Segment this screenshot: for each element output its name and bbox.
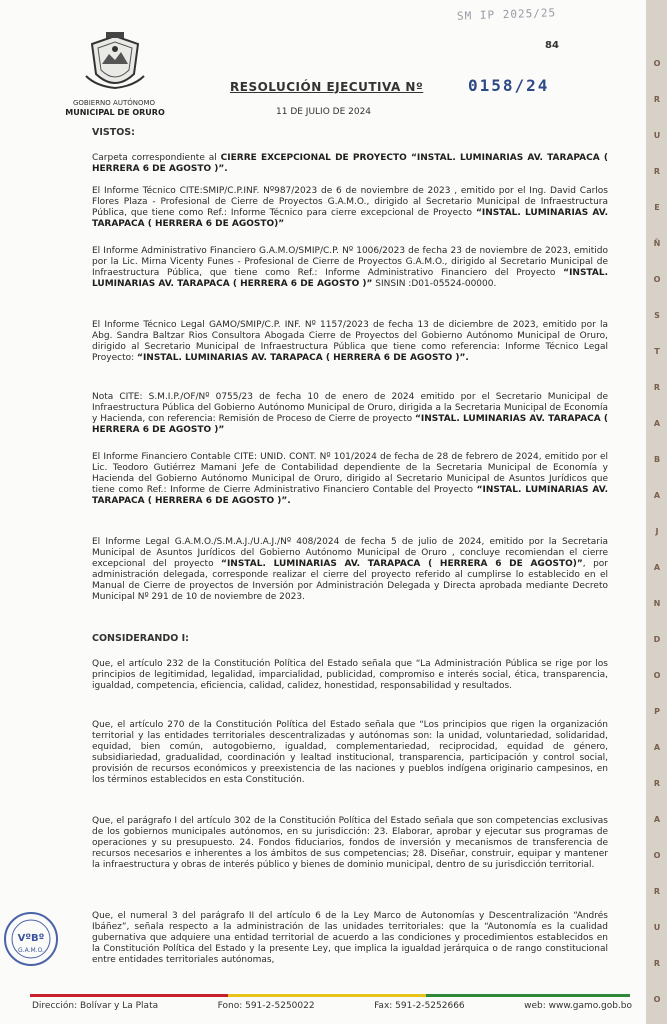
sidebar-letter: O [653, 59, 661, 68]
vistos-paragraph: El Informe Administrativo Financiero G.A.M.O/SMIP/C.P. Nº 1006/2023 de fecha 23 de noviembre de 2023, emitido por la Lic. Mirna Vicenty Funes - Profesional de Cierre de Proyectos G.A.M.O., dirigido al Secretario Municipal de Infraestructura Pública, que tiene como Ref.: Informe Administrativo Financiero del Proyecto “INSTAL. LUMINARIAS AV. TARAPACA ( HERRERA 6 DE AGOSTO )” SINSIN :D01-05524-00000. [92, 246, 608, 289]
sidebar-letter: N [653, 599, 661, 608]
footer [32, 1001, 632, 1011]
sidebar-letter: A [653, 743, 661, 752]
stamp-text: VºBº [17, 933, 45, 944]
stamp-subtext: G.A.M.O. [18, 947, 44, 954]
considerando-paragraph: Que, el artículo 270 de la Constitución Política del Estado señala que “Los principios que rigen la organización territorial y las entidades territoriales descentralizadas y autónomas son: la unidad, voluntariedad, solidaridad, equidad, bien común, autogobierno, igualdad, complementariedad, reciprocidad, equidad de género, subsidiariedad, gradualidad, coordinación y lealtad institucional, transparencia, participación y control social, provisión de recursos económicos y preexistencia de las naciones y pueblos indígena originario campesinos, en los términos establecidos en esta Constitución. [92, 720, 608, 785]
vistos-paragraph: El Informe Técnico Legal GAMO/SMIP/C.P. INF. Nº 1157/2023 de fecha 13 de diciembre de 2023, emitido por la Abg. Sandra Baltzar Rios Consultora Abogada Cierre de Proyectos del Gobierno Autónomo Municipal de Oruro, dirigido al Secretario Municipal de Infraestructura Pública que tiene como referencia: Informe Técnico Legal Proyecto: “INSTAL. LUMINARIAS AV. TARAPACA ( HERRERA 6 DE AGOSTO )”. [92, 320, 608, 363]
footer-fax: Fax: 591-2-5252666 [374, 1001, 465, 1011]
sidebar-letter: O [653, 851, 661, 860]
sidebar-letter: S [654, 311, 660, 320]
sidebar-letter: R [653, 167, 661, 176]
motto-sidebar-text [650, 60, 664, 1004]
sidebar-letter: O [653, 995, 661, 1004]
considerando-paragraph: Que, el numeral 3 del parágrafo II del artículo 6 de la Ley Marco de Autonomías y Descentralización “Andrés Ibáñez”, señala respecto a la administración de las unidades territoriales: que la “Autonomía es la cualidad gubernativa que adquiere una entidad territorial de acuerdo a las condiciones y procedimientos establecidos en la Constitución Política del Estado y la presente Ley, que implica la igualdad jerárquica o de rango constitucional entre entidades territoriales autónomas, [92, 911, 608, 965]
sidebar-letter: A [653, 419, 661, 428]
footer-flag-stripe [30, 994, 630, 997]
sidebar-letter: A [653, 491, 661, 500]
vistos-paragraph: El Informe Financiero Contable CITE: UNID. CONT. Nº 101/2024 de fecha de 28 de febrero de 2024, emitido por el Lic. Teodoro Gutiérrez Mamani Jefe de Contabilidad dependiente de la Secretaria Municipal de Economía y Hacienda del Gobierno Autónomo Municipal de Oruro, dirigido al Secretario Municipal de Asuntos Jurídicos que tiene como Ref.: Informe de Cierre Administrativo Financiero Contable del Proyecto “INSTAL. LUMINARIAS AV. TARAPACA ( HERRERA 6 DE AGOSTO )”. [92, 452, 608, 506]
sidebar-letter: E [654, 203, 660, 212]
considerando-paragraph: Que, el parágrafo I del artículo 302 de la Constitución Política del Estado señala que son competencias exclusivas de los gobiernos municipales autónomos, en su jurisdicción: 23. Elaborar, aprobar y ejecutar sus programas de operaciones y su presupuesto. 24. Fondos fiduciarios, fondos de inversión y mecanismos de transferencia de recursos necesarios e inherentes a los ámbitos de sus competencias; 28. Diseñar, construir, equipar y mantener la infraestructura y obras de interés público y bienes de dominio municipal, dentro de su jurisdicción territorial. [92, 816, 608, 870]
resolution-date: 11 DE JULIO DE 2024 [276, 107, 372, 117]
vistos-heading: VISTOS: [92, 127, 135, 138]
vistos-paragraph: El Informe Técnico CITE:SMIP/C.P.INF. Nº987/2023 de 6 de noviembre de 2023 , emitido por el Ing. David Carlos Flores Plaza - Profesional de Cierre de Proyectos G.A.M.O., dirigido al Secretario Municipal de Infraestructura Pública, que tiene como Ref.: Informe Técnico para cierre excepcional de Proyecto “INSTAL. LUMINARIAS AV. TARAPACA ( HERRERA 6 DE AGOSTO)” [92, 186, 609, 229]
sidebar-letter: D [653, 635, 661, 644]
sidebar-letter: B [653, 455, 661, 464]
resolution-number: 0158/24 [468, 76, 550, 95]
sidebar-letter: P [654, 707, 660, 716]
resolution-title: RESOLUCIÓN EJECUTIVA Nº [230, 80, 424, 94]
sidebar-letter: R [653, 383, 661, 392]
considerando-paragraph: Que, el artículo 232 de la Constitución Política del Estado señala que “La Administración Pública se rige por los principios de legitimidad, legalidad, imparcialidad, publicidad, compromiso e interés social, ética, transparencia, igualdad, competencia, eficiencia, calidad, calidez, honestidad, responsabilidad y resultados. [92, 659, 608, 691]
footer-phone: Fono: 591-2-5250022 [217, 1001, 315, 1011]
sidebar-letter: A [653, 563, 661, 572]
considerando-heading: CONSIDERANDO I: [92, 633, 189, 644]
footer-web: web: www.gamo.gob.bo [524, 1001, 632, 1011]
vistos-paragraph: Nota CITE: S.M.I.P./OF/Nº 0755/23 de fecha 10 de enero de 2024 emitido por el Secretario Municipal de Infraestructura Pública del Gobierno Autónomo Municipal de Oruro, dirigida a la Secretaria Municipal de Economía y Hacienda, con referencia: Remisión de Proceso de Cierre de proyecto “INSTAL. LUMINARIAS AV. TARAPACA ( HERRERA 6 DE AGOSTO )” [92, 392, 609, 435]
handwritten-note: SM IP 2025/25 [456, 6, 557, 23]
coat-of-arms-icon [82, 30, 148, 96]
sidebar-letter: O [653, 671, 661, 680]
sidebar-letter: J [655, 527, 659, 536]
sidebar-letter: R [653, 779, 661, 788]
footer-address: Dirección: Bolívar y La Plata [32, 1001, 159, 1011]
government-name-line1: GOBIERNO AUTÓNOMO [72, 99, 156, 107]
sidebar-letter: R [653, 887, 661, 896]
sidebar-letter: U [653, 923, 661, 932]
government-name-line2: MUNICIPAL DE ORURO [65, 108, 165, 117]
vistos-paragraph: Carpeta correspondiente al CIERRE EXCEPCIONAL DE PROYECTO “INSTAL. LUMINARIAS AV. TARAPACA ( HERRERA 6 DE AGOSTO )”. [92, 153, 608, 174]
sidebar-letter: R [653, 95, 661, 104]
sidebar-letter: O [653, 275, 661, 284]
sidebar-letter: Ñ [653, 239, 661, 248]
sidebar-letter: A [653, 815, 661, 824]
vistos-paragraph: El Informe Legal G.A.M.O./S.M.A.J./U.A.J./Nº 408/2024 de fecha 5 de julio de 2024, emitido por la Secretaria Municipal de Asuntos Jurídicos del Gobierno Autónomo Municipal de Oruro , concluye recomiendan el cierre excepcional del proyecto “INSTAL. LUMINARIAS AV. TARAPACA ( HERRERA 6 DE AGOSTO)”, por administración delegada, corresponde realizar el cierre del proyecto referido al cumplirse lo establecido en el Manual de Cierre de proyectos de Inversión por Administración Delegada y Directa aprobada mediante Decreto Municipal Nº 291 de 10 de noviembre de 2023. [92, 537, 608, 602]
sidebar-letter: U [653, 131, 661, 140]
page-number: 84 [545, 40, 559, 51]
sidebar-letter: R [653, 959, 661, 968]
sidebar-letter: T [654, 347, 660, 356]
approval-stamp-icon [2, 910, 60, 968]
